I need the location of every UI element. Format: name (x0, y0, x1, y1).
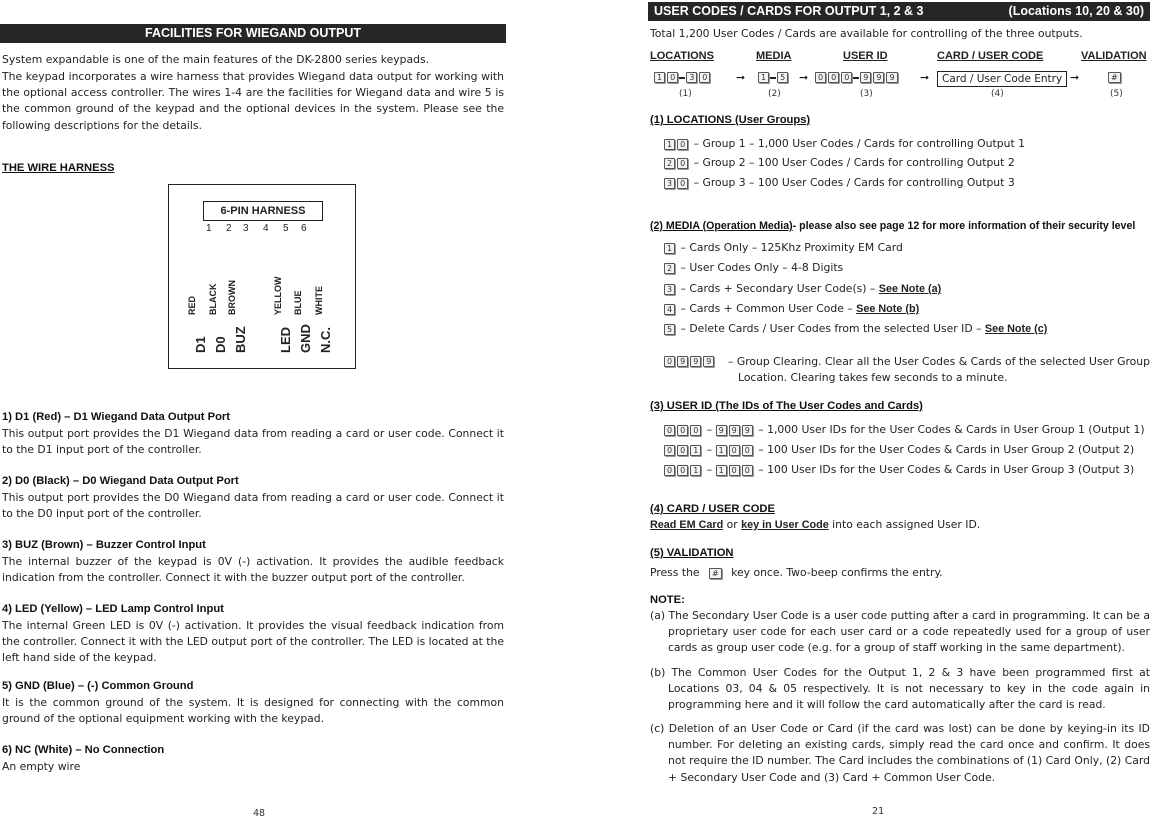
key: 9 (716, 425, 727, 436)
wire-harness-heading: THE WIRE HARNESS (2, 162, 115, 174)
key: 9 (690, 356, 701, 367)
location-text: – Group 1 – 1,000 User Codes / Cards for controlling Output 1 (693, 137, 1025, 150)
pin-5: 5 (283, 223, 289, 234)
range-dash: – (706, 463, 713, 476)
key: 0 (677, 425, 688, 436)
key: 2 (664, 263, 675, 274)
key: 9 (677, 356, 688, 367)
key: 0 (677, 158, 688, 169)
key: 1 (664, 243, 675, 254)
item-4-text: The internal Green LED is 0V (-) activation. It provides the visual feedback indication from the controller. Connect it with the LED output port of the controller. The LED is located at the left hand side of the keypad. (2, 619, 504, 665)
location-text: – Group 2 – 100 User Codes / Cards for controlling Output 2 (693, 156, 1015, 169)
media-text: – Delete Cards / User Codes from the selected User ID – (680, 322, 985, 335)
flow-user-id-keys (815, 72, 900, 83)
key: 0 (677, 445, 688, 456)
flow-location-keys (654, 72, 712, 83)
hash-key: # (1108, 72, 1121, 83)
media-row (664, 322, 1047, 336)
user-codes-locations: (Locations 10, 20 & 30) (1008, 4, 1144, 18)
media-text: – Cards + Secondary User Code(s) – (680, 282, 879, 295)
key: 0 (667, 72, 678, 83)
user-id-heading: (3) USER ID (The IDs of The User Codes and Cards) (650, 400, 923, 412)
item-2-heading: 2) D0 (Black) – D0 Wiegand Data Output Port (2, 475, 239, 487)
hash-key: # (709, 568, 722, 579)
item-1-text: This output port provides the D1 Wiegand data from reading a card or user code. Connect it to the D1 input port of the controller. (2, 427, 504, 457)
key: 0 (841, 72, 852, 83)
user-codes-title-bar (648, 2, 1150, 21)
see-note-c: See Note (c) (984, 323, 1048, 335)
key: 0 (690, 425, 701, 436)
or-text: or (723, 518, 742, 531)
caption-5: (5) (1110, 89, 1123, 99)
card-user-code-heading: (4) CARD / USER CODE (650, 503, 775, 515)
note-heading: NOTE: (650, 594, 685, 606)
key: 1 (654, 72, 665, 83)
col-locations: LOCATIONS (650, 50, 714, 62)
flow-media-keys (758, 72, 790, 83)
item-5-heading: 5) GND (Blue) – (-) Common Ground (2, 680, 194, 692)
key: 0 (742, 445, 753, 456)
key: 0 (677, 178, 688, 189)
pin-6: 6 (301, 223, 307, 234)
media-heading-tail: - please also see page 12 for more information of their security level (792, 220, 1136, 232)
caption-1: (1) (679, 89, 692, 99)
item-2-text: This output port provides the D0 Wiegand data from reading a card or user code. Connect it to the D0 input port of the controller. (2, 491, 504, 521)
key: 3 (664, 178, 675, 189)
signal-led: LED (278, 327, 293, 353)
wire-color-red: RED (187, 295, 197, 315)
range-dash: – (706, 443, 713, 456)
item-4-heading: 4) LED (Yellow) – LED Lamp Control Input (2, 603, 224, 615)
read-em-card: Read EM Card (650, 519, 724, 531)
user-id-row (664, 423, 1145, 437)
signal-buz: BUZ (233, 326, 248, 353)
wire-color-brown: BROWN (227, 280, 237, 315)
key: 9 (729, 425, 740, 436)
key: 0 (664, 465, 675, 476)
pin-3: 3 (243, 223, 249, 234)
pin-2: 2 (226, 223, 232, 234)
key: 0 (742, 465, 753, 476)
key: 0 (664, 425, 675, 436)
key: 5 (777, 72, 788, 83)
caption-4: (4) (991, 89, 1004, 99)
key: 0 (664, 356, 675, 367)
col-card-user-code: CARD / USER CODE (937, 50, 1044, 62)
key: 4 (664, 304, 675, 315)
location-text: – Group 3 – 100 User Codes / Cards for controlling Output 3 (693, 176, 1015, 189)
note-b: (b) The Common User Codes for the Output 1, 2 & 3 have been programmed first at Locations 03, 04 & 05 respectively. It is not necessary to key in the code again in programming here and it will follow the card automatically after the card is read. (650, 666, 1150, 712)
key: 1 (690, 465, 701, 476)
dash-separator (679, 77, 685, 79)
card-user-code-entry-box: Card / User Code Entry (937, 71, 1067, 87)
user-id-row (664, 463, 1134, 477)
wire-color-blue: BLUE (293, 290, 303, 315)
key: 0 (677, 139, 688, 150)
note-c: (c) Deletion of an User Code or Card (if the card was lost) can be done by keying-in its ID number. For deleting an existing cards, simply read the card once and confirm. It does not require the ID number. The Card includes the combinations of (1) Card Only, (2) Card + Secondary User Code and (3) Card + Common User Code. (650, 722, 1150, 784)
note-a: (a) The Secondary User Code is a user code putting after a card in programming. It can be a proprietary user code for each user card or a code repeatedly used for a group of user cards as group user code (e.g. for a group of staff working in the same department). (650, 609, 1150, 655)
see-note-b: See Note (b) (856, 303, 920, 315)
signal-gnd: GND (298, 324, 313, 353)
wire-color-black: BLACK (208, 283, 218, 315)
media-row (664, 282, 941, 296)
item-5-text: It is the common ground of the system. It is designed for connecting with the common ground of the optional equipment working with the keypad. (2, 696, 504, 726)
key: 9 (860, 72, 871, 83)
caption-2: (2) (768, 89, 781, 99)
item-6-heading: 6) NC (White) – No Connection (2, 744, 165, 756)
media-text: – Cards Only – 125Khz Proximity EM Card (680, 241, 903, 254)
key: 0 (677, 465, 688, 476)
flow-validation-key (1108, 72, 1123, 83)
arrow-right-icon: ➞ (736, 71, 746, 84)
location-row (664, 176, 1015, 190)
col-validation: VALIDATION (1081, 50, 1147, 62)
key: 2 (664, 158, 675, 169)
location-row (664, 137, 1025, 151)
key: 9 (886, 72, 897, 83)
left-page-number: 48 (253, 808, 266, 819)
validation-text (650, 566, 943, 580)
pin-4: 4 (263, 223, 269, 234)
media-row (664, 302, 919, 316)
signal-d0: D0 (213, 336, 228, 353)
arrow-right-icon: ➞ (1070, 71, 1080, 84)
key: 5 (664, 324, 675, 335)
card-user-code-text (650, 518, 980, 532)
press-the: Press the (650, 566, 700, 579)
card-user-code-tail: into each assigned User ID. (828, 518, 981, 531)
validation-heading: (5) VALIDATION (650, 547, 734, 559)
key: 0 (828, 72, 839, 83)
media-row (664, 241, 903, 255)
dash-separator (853, 77, 859, 79)
right-page-number: 21 (872, 806, 885, 817)
pin-1: 1 (206, 223, 212, 234)
key: 1 (716, 445, 727, 456)
wire-color-yellow: YELLOW (273, 276, 283, 315)
user-id-text: – 1,000 User IDs for the User Codes & Cards in User Group 1 (Output 1) (758, 423, 1145, 436)
arrow-right-icon: ➞ (799, 71, 809, 84)
range-dash: – (706, 423, 713, 436)
right-page (648, 0, 1153, 819)
caption-3: (3) (860, 89, 873, 99)
arrow-right-icon: ➞ (920, 71, 930, 84)
wiegand-title-bar (0, 24, 506, 43)
key: 1 (664, 139, 675, 150)
key: 3 (686, 72, 697, 83)
validation-tail: key once. Two-beep confirms the entry. (731, 566, 943, 579)
signal-nc: N.C. (318, 327, 333, 353)
user-codes-title: USER CODES / CARDS FOR OUTPUT 1, 2 & 3 (654, 4, 924, 18)
user-codes-intro: Total 1,200 User Codes / Cards are available for controlling of the three outputs. (650, 27, 1083, 40)
key: 9 (703, 356, 714, 367)
key: 0 (729, 445, 740, 456)
see-note-a: See Note (a) (878, 283, 942, 295)
key: 0 (664, 445, 675, 456)
col-media: MEDIA (756, 50, 792, 62)
item-3-text: The internal buzzer of the keypad is 0V (-) activation. It provides the audible feedback indication from the controller. Connect it with the buzzer output port of the controller. (2, 555, 504, 585)
key: 0 (729, 465, 740, 476)
locations-heading: (1) LOCATIONS (User Groups) (650, 114, 811, 126)
media-text: – Cards + Common User Code – (680, 302, 857, 315)
key-in-user-code: key in User Code (741, 519, 829, 531)
left-page (0, 0, 510, 819)
key: 1 (758, 72, 769, 83)
item-3-heading: 3) BUZ (Brown) – Buzzer Control Input (2, 539, 206, 551)
media-row (664, 261, 843, 275)
wire-color-white: WHITE (314, 286, 324, 315)
key: 3 (664, 284, 675, 295)
intro-paragraph: The keypad incorporates a wire harness that provides Wiegand data output for working with the optional access controller. The wires 1-4 are the facilities for Wiegand data and wire 5 is the common ground of the keypad and the optional devices in the system. Please see the following descriptions for the details. (2, 70, 504, 132)
wiegand-title: FACILITIES FOR WIEGAND OUTPUT (145, 26, 361, 40)
col-user-id: USER ID (843, 50, 888, 62)
group-clear-text: – Group Clearing. Clear all the User Codes & Cards of the selected User Group Location. Clearing takes few seconds to a minute. (728, 355, 1150, 385)
media-heading (650, 219, 1135, 233)
item-6-text: An empty wire (2, 760, 81, 773)
signal-d1: D1 (193, 336, 208, 353)
key: 9 (742, 425, 753, 436)
media-text: – User Codes Only – 4-8 Digits (680, 261, 844, 274)
key: 0 (699, 72, 710, 83)
dash-separator (770, 77, 776, 79)
user-id-text: – 100 User IDs for the User Codes & Cards in User Group 2 (Output 2) (758, 443, 1135, 456)
key: 0 (815, 72, 826, 83)
key: 9 (873, 72, 884, 83)
media-heading-main: (2) MEDIA (Operation Media) (650, 220, 793, 232)
group-clear-keys (664, 356, 716, 367)
intro-line-1: System expandable is one of the main features of the DK-2800 series keypads. (2, 53, 430, 66)
item-1-heading: 1) D1 (Red) – D1 Wiegand Data Output Port (2, 411, 231, 423)
key: 1 (716, 465, 727, 476)
key: 1 (690, 445, 701, 456)
user-id-row (664, 443, 1134, 457)
user-id-text: – 100 User IDs for the User Codes & Cards in User Group 3 (Output 3) (758, 463, 1135, 476)
harness-title: 6-PIN HARNESS (203, 201, 323, 221)
harness-diagram (168, 184, 356, 369)
location-row (664, 156, 1015, 170)
